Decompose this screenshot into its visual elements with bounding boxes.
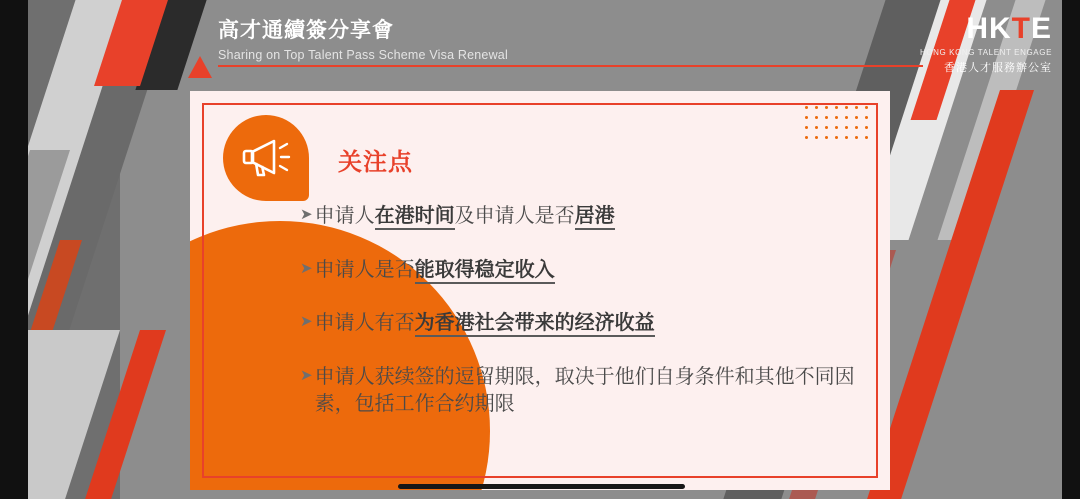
logo <box>920 14 1052 75</box>
video-progress-bar[interactable] <box>398 484 685 489</box>
dot-grid-decoration <box>802 103 872 143</box>
megaphone-icon <box>240 135 292 181</box>
background-left-border <box>0 0 28 499</box>
logo-chinese-name: 香港人才服務辦公室 <box>944 62 1052 74</box>
logo-text-accent: T <box>1011 12 1031 45</box>
header-divider <box>218 65 923 67</box>
bullet-text: 申请人在港时间及申请人是否居港 <box>315 203 860 231</box>
list-item <box>300 257 860 285</box>
bullet-marker: ➤ <box>300 259 313 277</box>
bullet-marker: ➤ <box>300 313 313 331</box>
bullet-marker: ➤ <box>300 206 313 223</box>
logo-english-name: HONG KONG TALENT ENGAGE <box>919 48 1052 57</box>
bullet-text: 申请人是否能取得稳定收入 <box>315 257 860 285</box>
slide-header <box>185 14 945 68</box>
list-item <box>300 203 860 231</box>
list-item <box>300 364 860 419</box>
content-card <box>190 91 890 490</box>
bullet-marker: ➤ <box>300 366 313 384</box>
card-title: 关注点 <box>338 149 413 176</box>
triangle-icon <box>188 56 212 78</box>
bullet-text: 申请人获续签的逗留期限，取决于他们自身条件和其他不同因素，包括工作合约期限 <box>314 365 855 416</box>
logo-wordmark <box>966 14 1052 44</box>
logo-text-right: E <box>1030 12 1052 45</box>
logo-text-left: HK <box>966 12 1012 45</box>
background-right-border <box>1062 0 1080 499</box>
page-subtitle: Sharing on Top Talent Pass Scheme Visa Renewal <box>218 48 508 62</box>
bullet-list <box>300 203 860 419</box>
megaphone-badge <box>223 115 309 201</box>
list-item <box>300 310 860 338</box>
bullet-text: 申请人有否为香港社会带来的经济收益 <box>315 310 860 338</box>
page-title: 高才通續簽分享會 <box>218 19 394 42</box>
